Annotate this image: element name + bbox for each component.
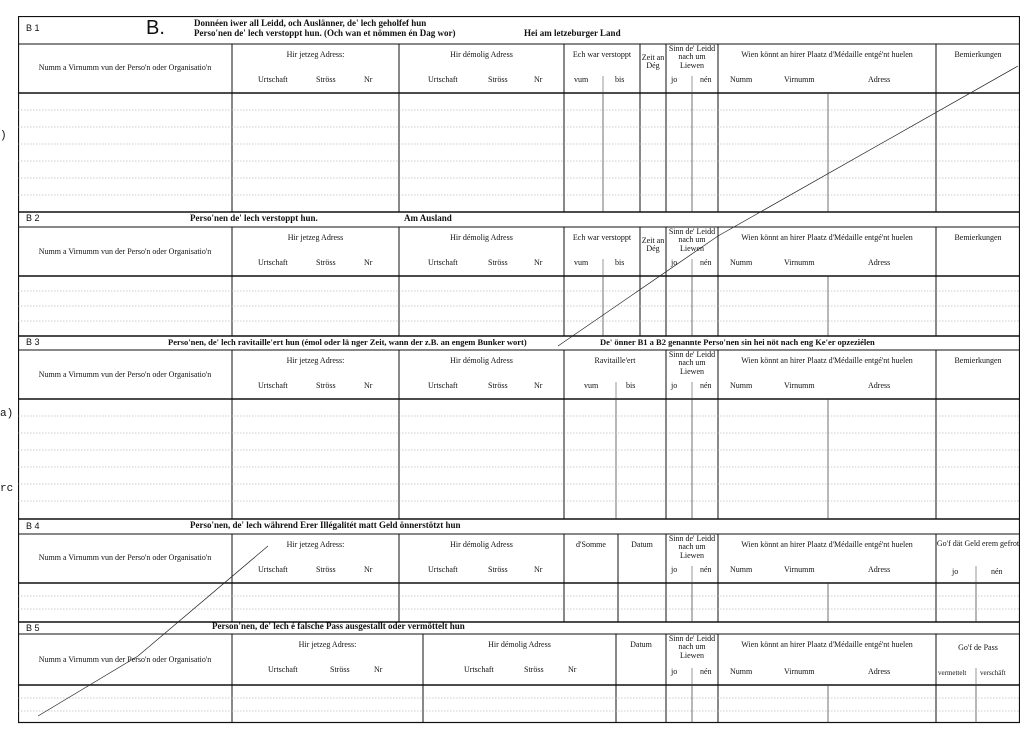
medal-header: Wien könnt an hirer Plaatz d'Médaille entgé'nt huelen xyxy=(741,233,913,242)
current-address-header: Hir jetzeg Adress: xyxy=(286,356,345,365)
medal-header: Wien könnt an hirer Plaatz d'Médaille entgé'nt huelen xyxy=(741,356,913,365)
yes-header: jo xyxy=(671,667,678,676)
no-header: nén xyxy=(700,667,712,676)
former-address-header: Hir démolig Adress xyxy=(450,233,513,242)
margin-mark: ) xyxy=(0,130,7,142)
current-address-header: Hir jetzeg Adress: xyxy=(286,50,345,59)
margin-mark: rc xyxy=(0,483,14,495)
place-header: Urtschaft xyxy=(428,258,458,267)
street-header: Ströss xyxy=(488,381,508,390)
number-header: Nr xyxy=(364,565,373,574)
medal-firstname-header: Virnumm xyxy=(784,565,815,574)
to-header: bis xyxy=(626,381,636,390)
issued-header: verschäft xyxy=(980,669,1006,677)
medal-name-header: Numm xyxy=(730,75,753,84)
street-header: Ströss xyxy=(488,75,508,84)
medal-firstname-header: Virnumm xyxy=(784,258,815,267)
section-b3-id: B 3 xyxy=(26,337,40,347)
section-b2-location: Am Ausland xyxy=(404,213,452,223)
street-header: Ströss xyxy=(524,665,544,674)
alive-header: Sinn de' Leidd nach um Liewen xyxy=(668,227,716,253)
name-column-header: Numm a Virnumm vun der Perso'n oder Organisatio'n xyxy=(38,247,212,256)
medal-address-header: Adress xyxy=(868,667,891,676)
name-column-header: Numm a Virnumm vun der Perso'n oder Organisatio'n xyxy=(38,655,212,664)
medal-header: Wien könnt an hirer Plaatz d'Médaille entgé'nt huelen xyxy=(741,50,913,59)
section-b2-id: B 2 xyxy=(26,213,40,223)
section-b1-subtitle: Perso'nen de' lech verstoppt hun. (Och wan et nömmen én Dag wor) xyxy=(194,28,456,38)
former-address-header: Hir démolig Adress xyxy=(450,356,513,365)
margin-mark: a) xyxy=(0,408,14,420)
former-address-header: Hir démolig Adress xyxy=(450,50,513,59)
remarks-header: Bemierkungen xyxy=(954,50,1002,59)
no-header: nén xyxy=(991,567,1003,576)
medal-address-header: Adress xyxy=(868,381,891,390)
medal-header: Wien könnt an hirer Plaatz d'Médaille entgé'nt huelen xyxy=(741,640,913,649)
alive-header: Sinn de' Leidd nach um Liewen xyxy=(668,350,716,376)
place-header: Urtschaft xyxy=(258,258,288,267)
mediated-header: vermettelt xyxy=(938,669,967,677)
place-header: Urtschaft xyxy=(428,381,458,390)
form-letter: B. xyxy=(146,17,165,39)
number-header: Nr xyxy=(364,75,373,84)
place-header: Urtschaft xyxy=(268,665,298,674)
street-header: Ströss xyxy=(488,258,508,267)
medal-address-header: Adress xyxy=(868,565,891,574)
date-header: Datum xyxy=(631,540,653,549)
section-b4-id: B 4 xyxy=(26,521,40,531)
name-column-header: Numm a Virnumm vun der Perso'n oder Organisatio'n xyxy=(38,63,212,72)
former-address-header: Hir démolig Adress xyxy=(488,640,551,649)
medal-name-header: Numm xyxy=(730,381,753,390)
yes-header: jo xyxy=(671,565,678,574)
medal-firstname-header: Virnumm xyxy=(784,667,815,676)
yes-header: jo xyxy=(671,258,678,267)
number-header: Nr xyxy=(534,258,543,267)
days-header: Zeit an Dég xyxy=(641,236,665,254)
number-header: Nr xyxy=(534,75,543,84)
section-b1-location: Hei am letzeburger Land xyxy=(524,28,621,38)
sum-header: d'Somme xyxy=(576,540,606,549)
section-b4-title: Perso'nen, de' lech während Erer Illégalitét matt Geld önnerstötzt hun xyxy=(190,520,461,530)
number-header: Nr xyxy=(374,665,383,674)
alive-header: Sinn de' Leidd nach um Liewen xyxy=(668,44,716,70)
place-header: Urtschaft xyxy=(428,75,458,84)
place-header: Urtschaft xyxy=(258,565,288,574)
former-address-header: Hir démolig Adress xyxy=(450,540,513,549)
street-header: Ströss xyxy=(488,565,508,574)
yes-header: jo xyxy=(952,567,959,576)
number-header: Nr xyxy=(364,258,373,267)
medal-firstname-header: Virnumm xyxy=(784,381,815,390)
street-header: Ströss xyxy=(316,75,336,84)
place-header: Urtschaft xyxy=(464,665,494,674)
current-address-header: Hir jetzeg Adress xyxy=(287,233,344,242)
remarks-header: Bemierkungen xyxy=(954,233,1002,242)
yes-header: jo xyxy=(671,75,678,84)
no-header: nén xyxy=(700,381,712,390)
number-header: Nr xyxy=(534,381,543,390)
yes-header: jo xyxy=(671,381,678,390)
to-header: bis xyxy=(615,258,625,267)
section-b1-title: Donnéen iwer all Leidd, och Auslänner, de' lech geholfef hun xyxy=(194,18,427,28)
passport-header: Go'f de Pass xyxy=(958,643,998,652)
number-header: Nr xyxy=(568,665,577,674)
remarks-header: Bemierkungen xyxy=(954,356,1002,365)
hidden-header: Ech war verstoppt xyxy=(572,233,632,242)
medal-name-header: Numm xyxy=(730,667,753,676)
supplied-header: Ravitaille'ert xyxy=(594,356,636,365)
number-header: Nr xyxy=(534,565,543,574)
medal-header: Wien könnt an hirer Plaatz d'Médaille entgé'nt huelen xyxy=(741,540,913,549)
section-b3-note: De' önner B1 a B2 genannte Perso'nen sin hei nöt nach eng Ke'er opzeziélen xyxy=(600,337,875,347)
section-b3-title: Perso'nen, de' lech ravitaille'ert hun (émol oder lä nger Zeit, wann der z.B. an engem Bunker wort) xyxy=(168,337,527,347)
to-header: bis xyxy=(615,75,625,84)
alive-header: Sinn de' Leidd nach um Liewen xyxy=(668,534,716,560)
place-header: Urtschaft xyxy=(428,565,458,574)
no-header: nén xyxy=(700,75,712,84)
current-address-header: Hir jetzeg Adress: xyxy=(286,540,345,549)
current-address-header: Hir jetzeg Adress: xyxy=(298,640,357,649)
medal-firstname-header: Virnumm xyxy=(784,75,815,84)
section-b2-title: Perso'nen de' lech verstoppt hun. xyxy=(190,213,318,223)
questionnaire-form xyxy=(18,16,1020,724)
name-column-header: Numm a Virnumm vun der Perso'n oder Organisatio'n xyxy=(38,370,212,379)
number-header: Nr xyxy=(364,381,373,390)
hidden-header: Ech war verstoppt xyxy=(572,50,632,59)
from-header: vum xyxy=(584,381,599,390)
section-b5-id: B 5 xyxy=(26,623,40,633)
street-header: Ströss xyxy=(330,665,350,674)
money-back-header: Go'f dät Geld erem gefrot xyxy=(936,539,1020,548)
place-header: Urtschaft xyxy=(258,381,288,390)
alive-header: Sinn de' Leidd nach um Liewen xyxy=(668,634,716,660)
medal-address-header: Adress xyxy=(868,258,891,267)
street-header: Ströss xyxy=(316,258,336,267)
street-header: Ströss xyxy=(316,565,336,574)
no-header: nén xyxy=(700,565,712,574)
place-header: Urtschaft xyxy=(258,75,288,84)
section-b1-id: B 1 xyxy=(26,23,40,33)
no-header: nén xyxy=(700,258,712,267)
name-column-header: Numm a Virnumm vun der Perso'n oder Organisatio'n xyxy=(38,553,212,562)
date-header: Datum xyxy=(630,640,652,649)
medal-name-header: Numm xyxy=(730,258,753,267)
medal-address-header: Adress xyxy=(868,75,891,84)
medal-name-header: Numm xyxy=(730,565,753,574)
section-b5-title: Person'nen, de' lech é falsche Pass ausgestallt oder vermöttelt hun xyxy=(212,621,465,631)
from-header: vum xyxy=(574,258,589,267)
from-header: vum xyxy=(574,75,589,84)
days-header: Zeit an Dég xyxy=(641,53,665,71)
street-header: Ströss xyxy=(316,381,336,390)
